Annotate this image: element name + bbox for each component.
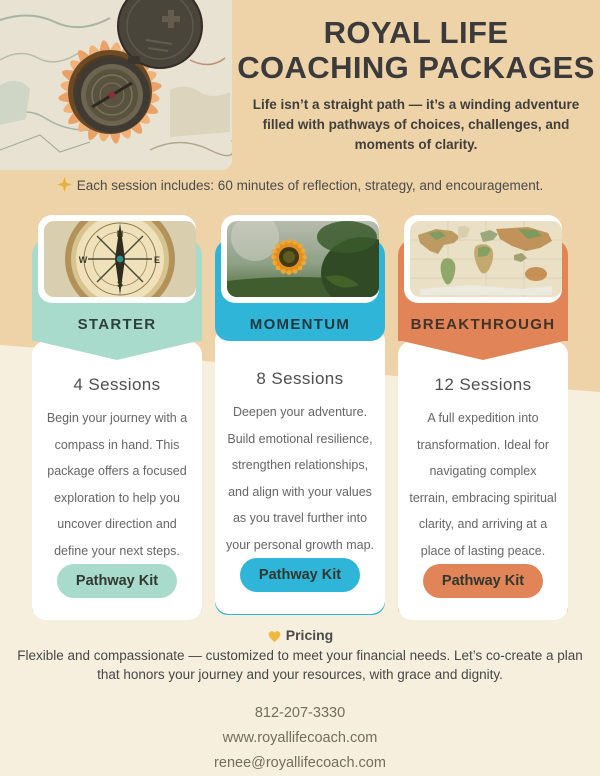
package-card-starter <box>32 215 202 615</box>
packages-row <box>0 215 600 615</box>
heart-icon <box>267 629 282 643</box>
contact-email: renee@royallifecoach.com <box>214 754 386 771</box>
subtitle: Life isn’t a straight path — it’s a winding adventure filled with pathways of choices, challenges, and moments of clarity. <box>252 97 580 152</box>
contact-section <box>0 705 600 771</box>
package-card-momentum <box>215 215 385 615</box>
world-map-image <box>410 221 562 297</box>
svg-text:N: N <box>116 229 124 239</box>
contact-phone: 812-207-3330 <box>254 704 346 721</box>
breakthrough-description: A full expedition into transformation. Ideal for navigating complex terrain, embracing spiritual clarity, and arriving at a place of lasting peace. <box>409 411 557 558</box>
contact-website: www.royallifecoach.com <box>222 729 378 746</box>
session-note-text: Each session includes: 60 minutes of reflection, strategy, and encouragement. <box>76 178 544 193</box>
breakthrough-banner-chevron <box>398 340 568 360</box>
momentum-image-panel <box>221 215 379 303</box>
breakthrough-body <box>398 341 568 620</box>
breakthrough-sessions: 12 Sessions <box>434 375 532 394</box>
breakthrough-image-panel <box>404 215 562 303</box>
momentum-sessions: 8 Sessions <box>256 369 344 388</box>
breakthrough-title: BREAKTHROUGH <box>410 315 556 333</box>
starter-pathway-kit-button[interactable]: Pathway Kit <box>57 564 177 598</box>
package-card-breakthrough <box>398 215 568 615</box>
svg-text:E: E <box>153 255 161 265</box>
pricing-section <box>0 627 600 685</box>
momentum-description: Deepen your adventure. Build emotional resilience, strengthen relationships, and align with your values as you travel further into your personal growth map. <box>226 405 374 552</box>
starter-body <box>32 341 202 620</box>
starter-banner-chevron <box>32 340 202 360</box>
compass-dial-image <box>44 221 196 297</box>
sunflower-image <box>227 221 379 297</box>
pricing-text: Flexible and compassionate — customized to meet your financial needs. Let’s co-create a plan that honors your journey and your resources, with grace and dignity. <box>17 648 583 682</box>
svg-text:W: W <box>78 255 88 265</box>
pricing-heading: Pricing <box>285 627 334 643</box>
svg-text:S: S <box>116 279 124 289</box>
starter-description: Begin your journey with a compass in hand. This package offers a focused exploration to help you uncover direction and define your next steps. <box>46 411 188 558</box>
momentum-title: MOMENTUM <box>249 315 351 333</box>
pricing-heading-row <box>0 627 600 643</box>
momentum-pathway-kit-button[interactable]: Pathway Kit <box>240 558 360 592</box>
breakthrough-pathway-kit-button[interactable]: Pathway Kit <box>423 564 543 598</box>
starter-title: STARTER <box>77 315 157 333</box>
title-line1: ROYAL LIFE <box>323 15 509 50</box>
starter-image-panel <box>38 215 196 303</box>
momentum-body <box>215 327 385 614</box>
title-line2: COACHING PACKAGES <box>237 49 595 85</box>
starter-sessions: 4 Sessions <box>73 375 161 394</box>
